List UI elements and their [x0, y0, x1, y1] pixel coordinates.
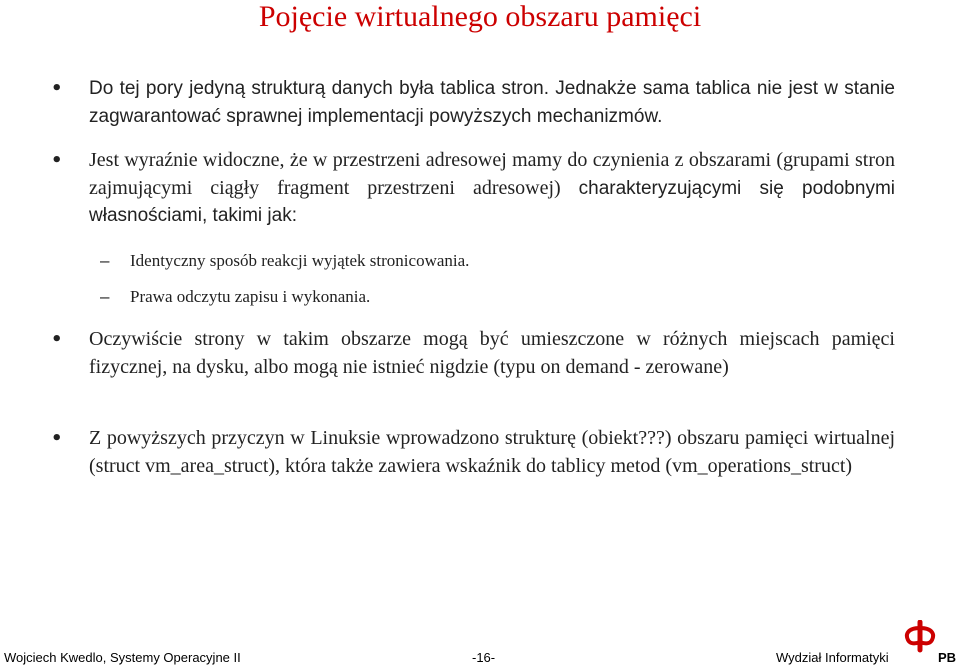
bullet-marker-1: •	[51, 78, 63, 99]
bullet-text-3	[89, 326, 895, 381]
bullet-text-2-part1: Jest wyraźnie widoczne, że w przestrzeni adresowej mamy do czynienia z obszarami (grupami stron zajmującymi ciągły fragment przestrzeni adresowej)	[89, 149, 895, 199]
bullet-marker-2: •	[51, 150, 63, 171]
bullet-text-1-content: Do tej pory jedyną strukturą danych była tablica stron. Jednakże sama tablica nie jest w stanie zagwarantować sprawnej implementacji powyższych mechanizmów.	[89, 78, 895, 127]
bullet-text-2-part2: charakteryzującymi się podobnymi własnościami, takimi jak:	[89, 177, 895, 226]
bullet-text-4-content: Z powyższych przyczyn w Linuksie wprowadzono strukturę (obiekt???) obszaru pamięci wirtualnej (struct vm_area_struct), która także zawiera wskaźnik do tablicy metod (vm_operations_struct)	[89, 427, 895, 477]
footer-author: Wojciech Kwedlo, Systemy Operacyjne II	[4, 650, 241, 665]
bullet-text-2	[89, 147, 895, 230]
subbullet-dash-2: –	[100, 287, 110, 306]
subbullet-text-2: Prawa odczytu zapisu i wykonania.	[130, 287, 371, 306]
bullet-text-3-content: Oczywiście strony w takim obszarze mogą być umieszczone w różnych miejscach pamięci fizycznej, na dysku, albo mogą nie istnieć nigdzie (typu on demand - zerowane)	[89, 328, 895, 378]
subbullet-dash-1: –	[100, 251, 110, 270]
footer-faculty: Wydział Informatyki	[776, 650, 889, 665]
subbullet-text-1: Identyczny sposób reakcji wyjątek stronicowania.	[130, 251, 470, 270]
university-logo-icon	[900, 620, 940, 665]
footer-logo-text: PB	[938, 650, 957, 665]
page-title: Pojęcie wirtualnego obszaru pamięci	[258, 0, 702, 33]
bullet-text-4	[89, 425, 895, 480]
bullet-text-1	[89, 75, 895, 130]
footer-page-number: -16-	[472, 650, 496, 665]
bullet-marker-3: •	[51, 329, 63, 350]
bullet-marker-4: •	[51, 428, 63, 449]
